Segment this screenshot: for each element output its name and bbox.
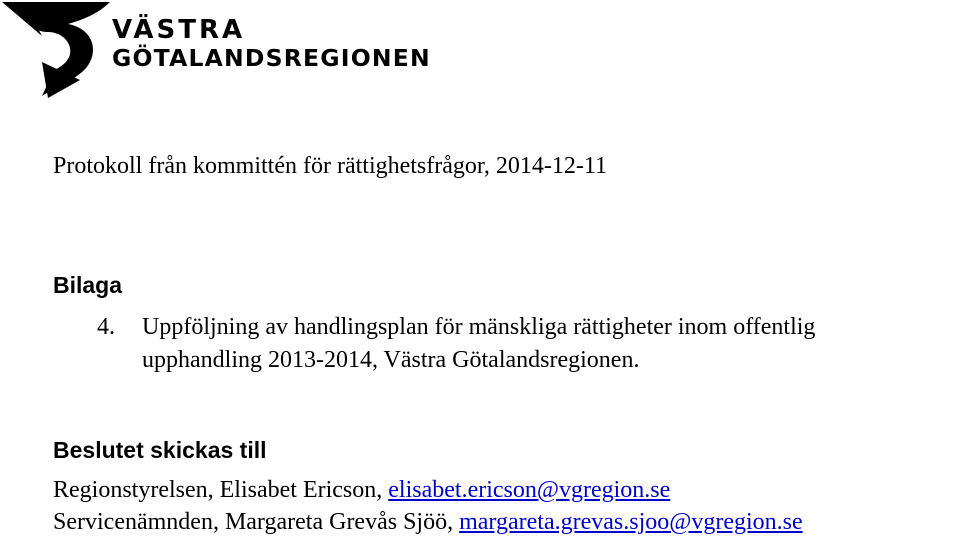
logo-text-vastra: VÄSTRA (112, 15, 246, 45)
recipient-row (53, 508, 803, 536)
recipient-email-link[interactable]: elisabet.ericson@vgregion.se (388, 477, 671, 503)
attachment-item-text-line1: Uppföljning av handlingsplan för mänskliga rättigheter inom offentlig (142, 314, 816, 340)
attachment-item-number: 4. (97, 314, 115, 340)
attachment-heading: Bilaga (53, 272, 123, 298)
vgr-logo-mark-icon (2, 2, 112, 98)
document-title: Protokoll från kommittén för rättighetsfrågor, 2014-12-11 (53, 153, 608, 179)
recipient-email-link[interactable]: margareta.grevas.sjoo@vgregion.se (459, 509, 803, 535)
attachment-item-text-line2: upphandling 2013-2014, Västra Götalandsregionen. (142, 347, 640, 373)
organization-logo (0, 0, 470, 100)
recipient-text: Regionstyrelsen, Elisabet Ericson, (53, 477, 389, 503)
logo-text-gotalandsregionen: GÖTALANDSREGIONEN (112, 44, 431, 72)
recipients-heading: Beslutet skickas till (53, 437, 267, 463)
recipient-row (53, 476, 670, 504)
recipient-text: Servicenämnden, Margareta Grevås Sjöö, (53, 509, 460, 535)
